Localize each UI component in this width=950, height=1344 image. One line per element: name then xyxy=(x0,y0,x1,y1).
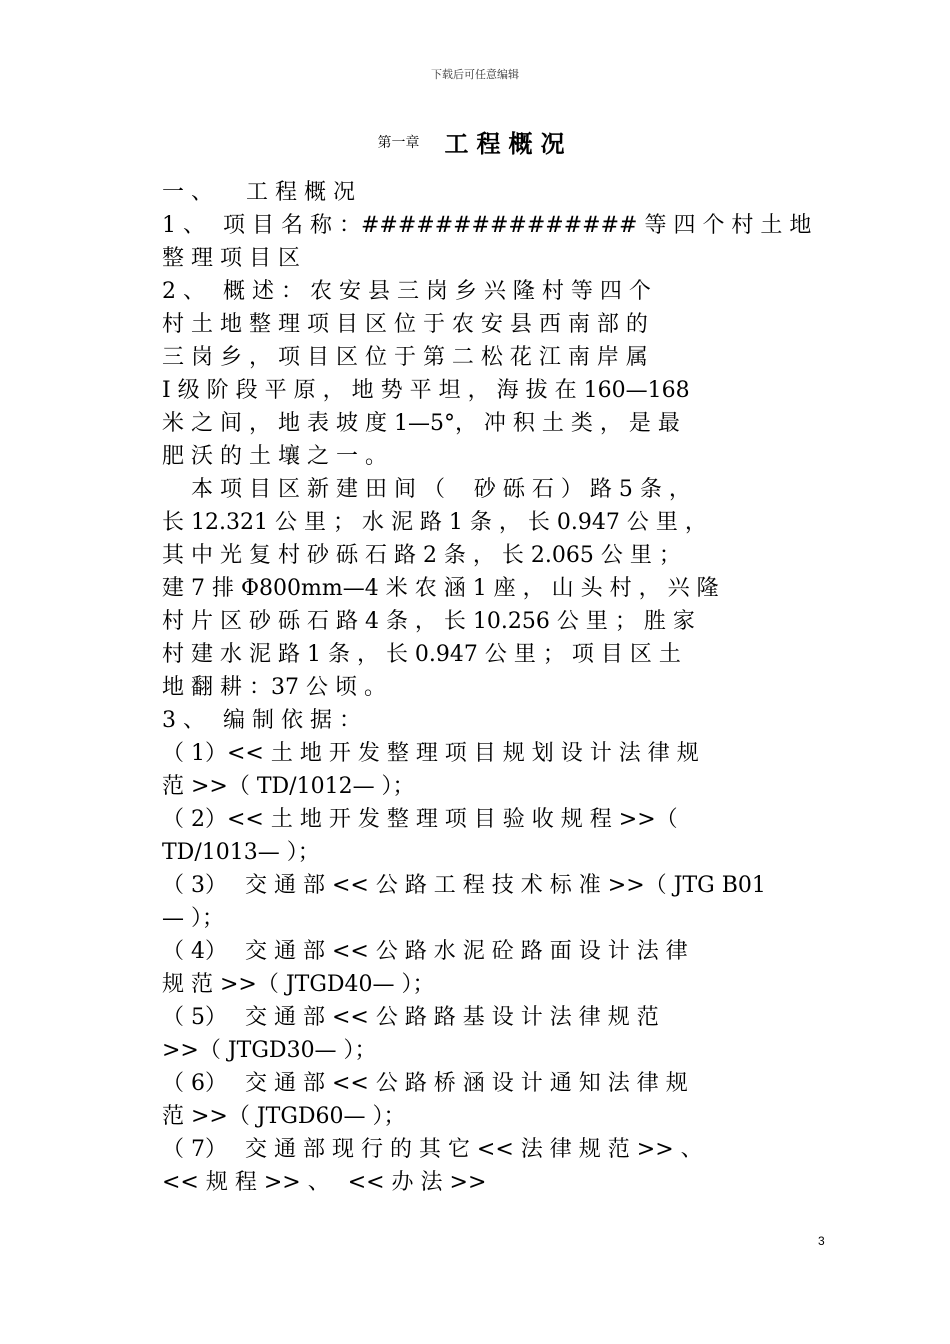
text-line: 村 片 区 砂 砾 石 路 4 条 ， 长 10.256 公 里 ； 胜 家 xyxy=(162,609,695,634)
text-line: （ 2）<< 土 地 开 发 整 理 项 目 验 收 规 程 >>（ xyxy=(162,807,678,832)
text-line: 其 中 光 复 村 砂 砾 石 路 2 条 ， 长 2.065 公 里 ； xyxy=(162,543,681,568)
text-line: 一 、 工 程 概 况 xyxy=(162,180,355,205)
text-line: TD/1013— ）； xyxy=(162,840,320,865)
text-line: （ 4） 交 通 部 << 公 路 水 泥 砼 路 面 设 计 法 律 xyxy=(162,939,688,964)
text-line: >>（ JTGD30— ）； xyxy=(162,1038,377,1063)
text-line: 村 土 地 整 理 项 目 区 位 于 农 安 县 西 南 部 的 xyxy=(162,312,648,337)
text-line: 长 12.321 公 里 ； 水 泥 路 1 条 ， 长 0.947 公 里 ， xyxy=(162,510,707,535)
text-line: 整 理 项 目 区 xyxy=(162,246,300,271)
text-line: （ 1）<< 土 地 开 发 整 理 项 目 规 划 设 计 法 律 规 xyxy=(162,741,699,766)
text-line: （ 5） 交 通 部 << 公 路 路 基 设 计 法 律 规 范 xyxy=(162,1005,659,1030)
header-note: 下载后可任意编辑 xyxy=(431,68,519,81)
text-line: 2 、 概 述 ： 农 安 县 三 岗 乡 兴 隆 村 等 四 个 xyxy=(162,279,651,304)
chapter-title: 工程概况 xyxy=(444,129,573,158)
text-line: 地 翻 耕 ：37 公 顷 。 xyxy=(162,675,386,700)
text-line: （ 7） 交 通 部 现 行 的 其 它 << 法 律 规 范 >> 、 xyxy=(162,1137,703,1162)
text-line: 米 之 间 ， 地 表 坡 度 1—5°， 冲 积 土 类 ， 是 最 xyxy=(162,411,680,436)
chapter-number: 第一章 xyxy=(377,134,420,151)
text-line: 范 >>（ JTGD60— ）； xyxy=(162,1104,406,1129)
text-line: 三 岗 乡 ， 项 目 区 位 于 第 二 松 花 江 南 岸 属 xyxy=(162,345,648,370)
text-line: 肥 沃 的 土 壤 之 一 。 xyxy=(162,444,387,469)
body-text xyxy=(162,176,830,1199)
text-line: 范 >>（ TD/1012— ）； xyxy=(162,774,415,799)
text-line: 本 项 目 区 新 建 田 间 （ 砂 砾 石 ） 路 5 条 ， xyxy=(162,477,691,502)
text-line: 1 、 项 目 名 称 ：############### 等 四 个 村 土 地 xyxy=(162,213,812,238)
text-line: 村 建 水 泥 路 1 条 ， 长 0.947 公 里 ； 项 目 区 土 xyxy=(162,642,681,667)
chapter-heading xyxy=(0,124,950,159)
text-line: （ 3） 交 通 部 << 公 路 工 程 技 术 标 准 >>（ JTG B01 xyxy=(162,873,766,898)
text-line: （ 6） 交 通 部 << 公 路 桥 涵 设 计 通 知 法 律 规 xyxy=(162,1071,688,1096)
text-line: 规 范 >>（ JTGD40— ）； xyxy=(162,972,435,997)
text-line: << 规 程 >> 、 << 办 法 >> xyxy=(162,1170,487,1195)
text-line: Ⅰ 级 阶 段 平 原 ， 地 势 平 坦 ， 海 拔 在 160—168 xyxy=(162,378,690,403)
text-line: 建 7 排 Φ800mm—4 米 农 涵 1 座 ， 山 头 村 ， 兴 隆 xyxy=(162,576,719,601)
text-line: 3 、 编 制 依 据 ： xyxy=(162,708,361,733)
page-number: 3 xyxy=(818,1234,825,1248)
text-line: — ）； xyxy=(162,906,224,931)
